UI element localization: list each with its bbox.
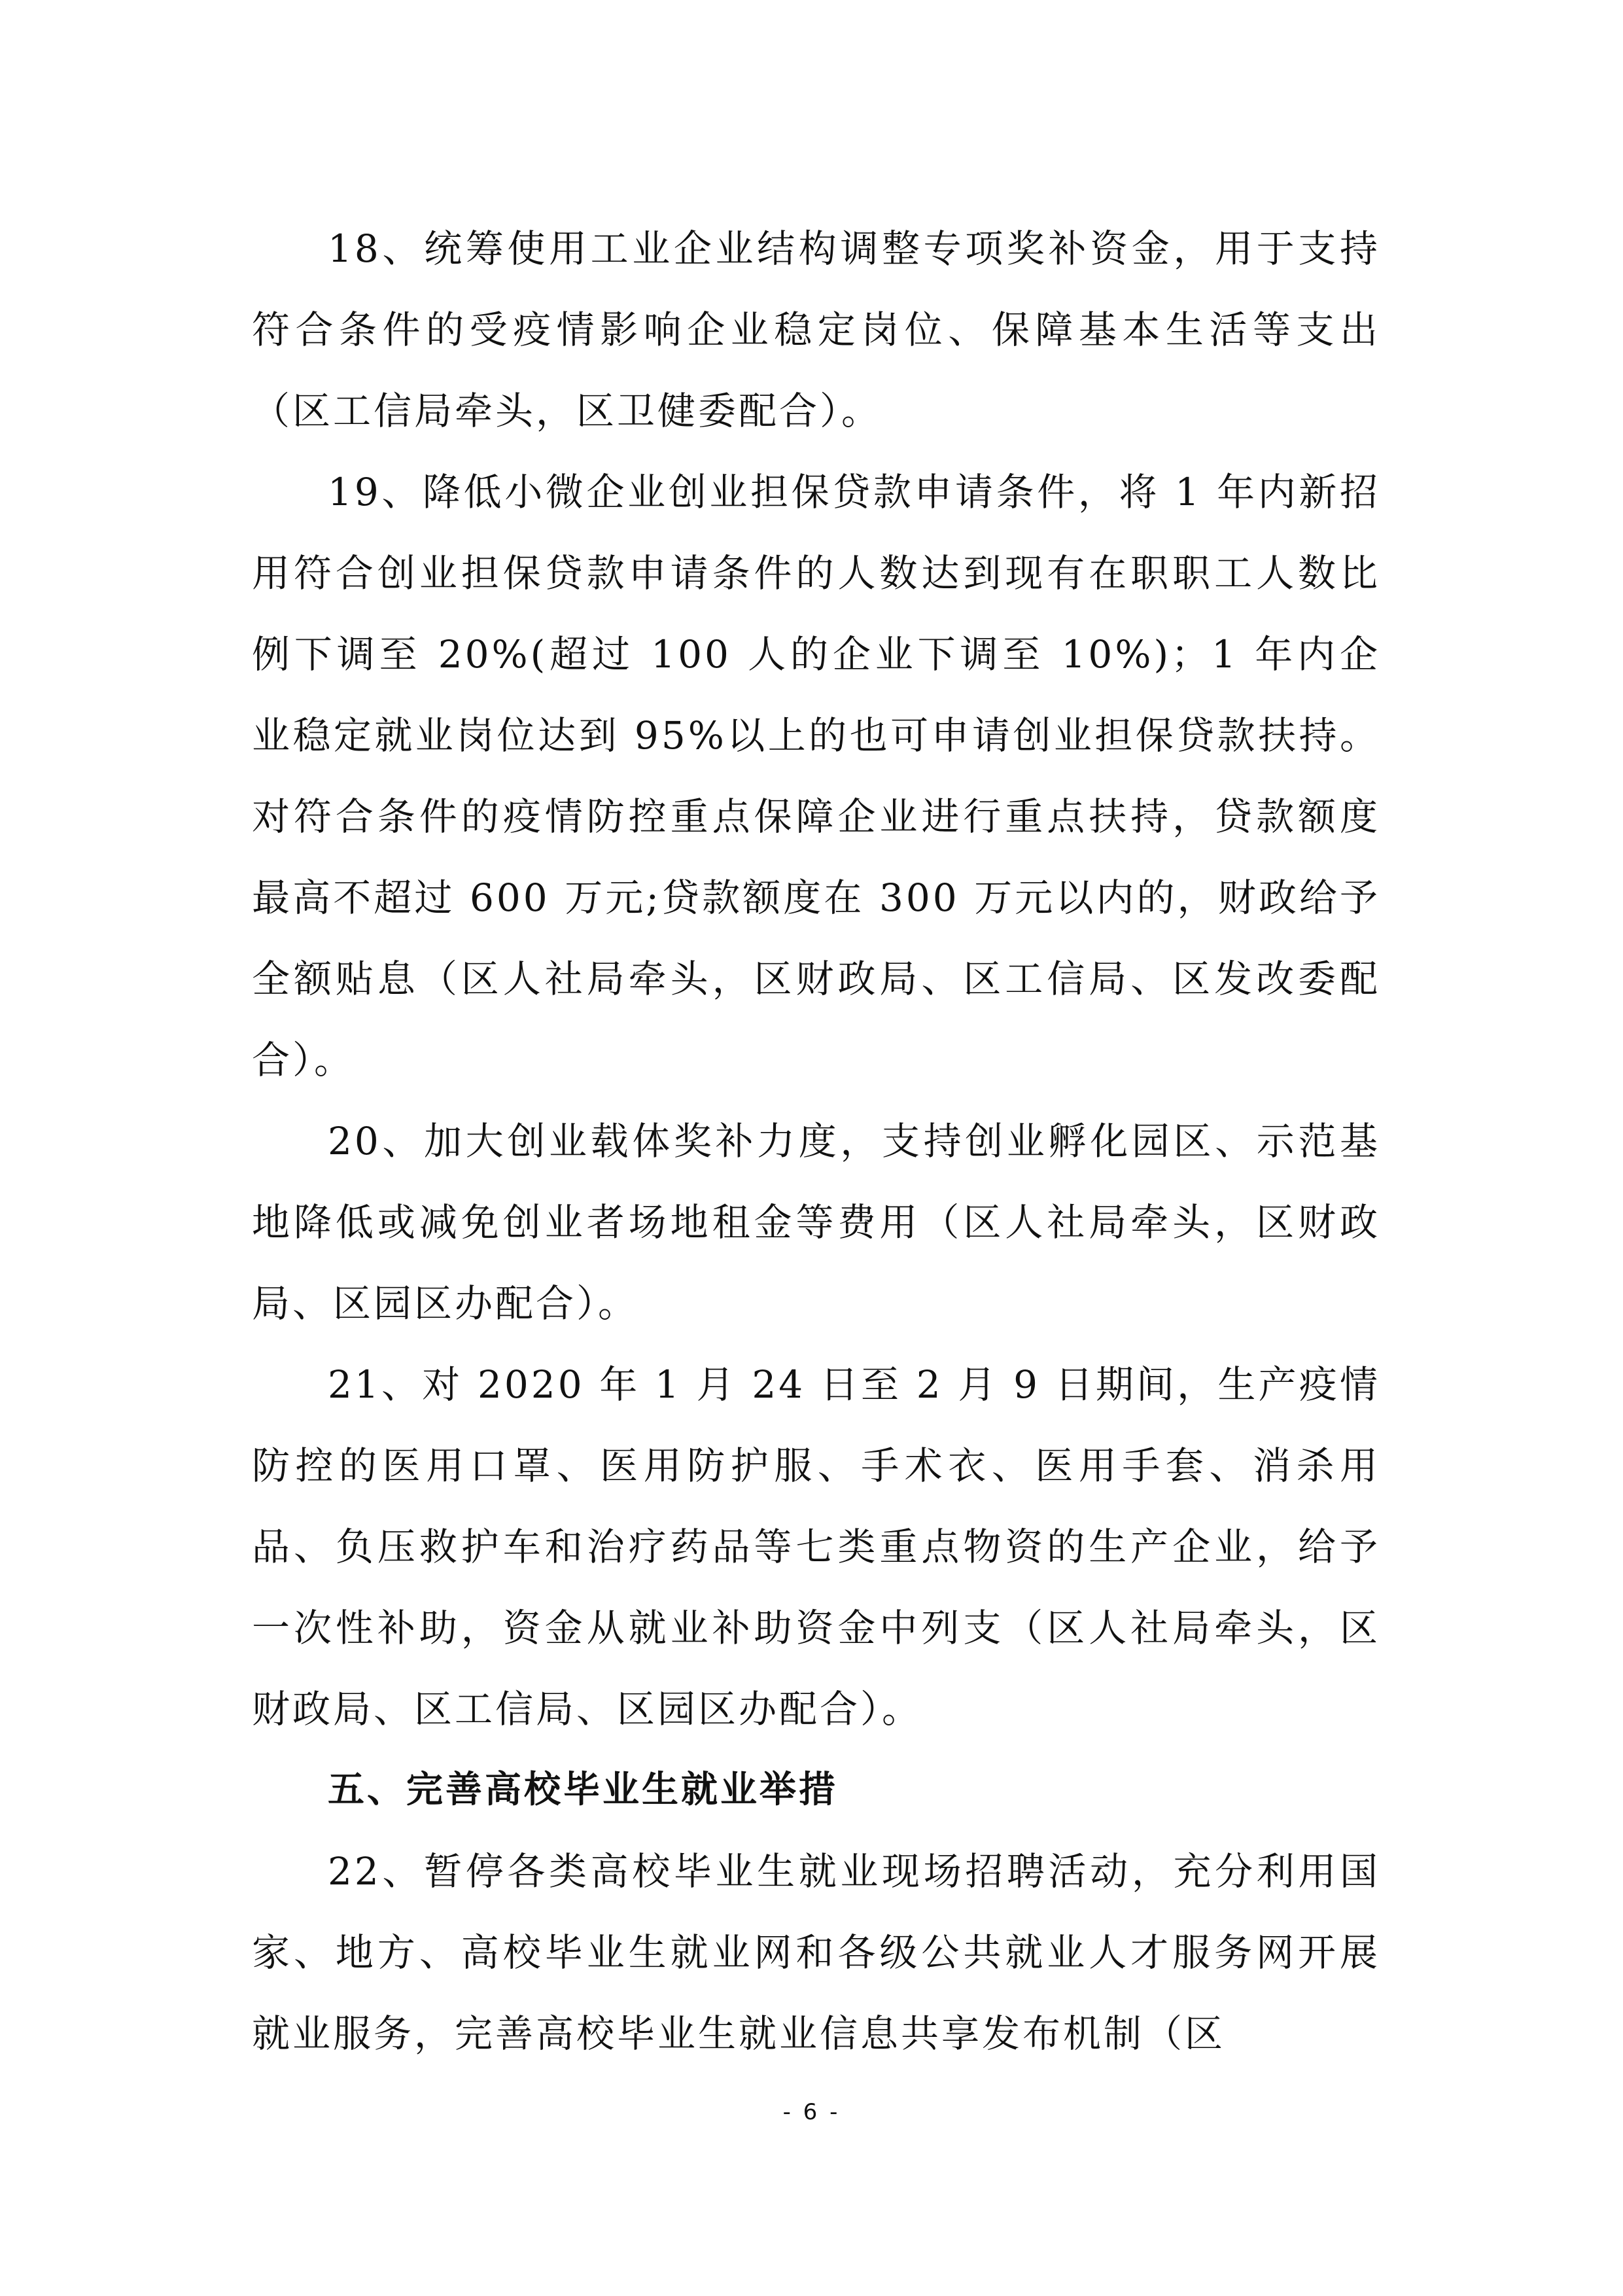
paragraph-21: 21、对 2020 年 1 月 24 日至 2 月 9 日期间，生产疫情防控的医用口罩、医用防护服、手术衣、医用手套、消杀用品、负压救护车和治疗药品等七类重点物资的生产企业，给予一次性补助，资金从就业补助资金中列支（区人社局牵头，区财政局、区工信局、区园区办配合）。 (252, 1362, 1380, 1731)
page-number: - 6 - (782, 2099, 841, 2125)
paragraph-22: 22、暂停各类高校毕业生就业现场招聘活动，充分利用国家、地方、高校毕业生就业网和各级公共就业人才服务网开展就业服务，完善高校毕业生就业信息共享发布机制（区 (252, 1849, 1380, 2056)
paragraph-19: 19、降低小微企业创业担保贷款申请条件，将 1 年内新招用符合创业担保贷款申请条件的人数达到现有在职职工人数比例下调至 20%(超过 100 人的企业下调至 10%)；1 年内企业稳定就业岗位达到 95%以上的也可申请创业担保贷款扶持。对符合条件的疫情防控重点保障企业进行重点扶持，贷款额度最高不超过 600 万元;贷款额度在 300 万元以内的，财政给予全额贴息（区人社局牵头，区财政局、区工信局、区发改委配合）。 (252, 470, 1380, 1082)
paragraph-20: 20、加大创业载体奖补力度，支持创业孵化园区、示范基地降低或减免创业者场地租金等费用（区人社局牵头，区财政局、区园区办配合）。 (252, 1119, 1380, 1326)
paragraph-18: 18、统筹使用工业企业结构调整专项奖补资金，用于支持符合条件的受疫情影响企业稳定岗位、保障基本生活等支出（区工信局牵头，区卫健委配合）。 (252, 226, 1380, 433)
section-heading: 五、完善高校毕业生就业举措 (328, 1769, 838, 1811)
page-body (252, 208, 1380, 2074)
